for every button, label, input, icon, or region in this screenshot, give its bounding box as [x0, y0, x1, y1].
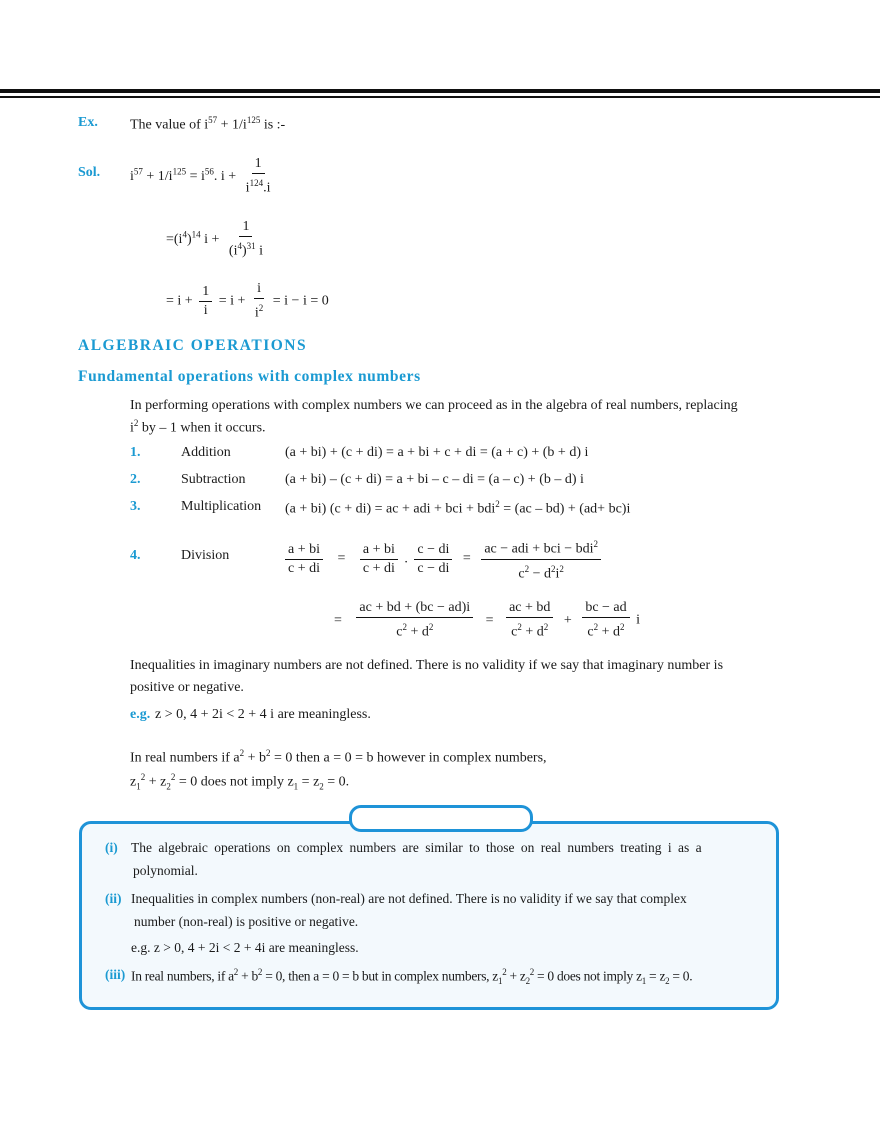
eg-text: z > 0, 4 + 2i < 2 + 4 i are meaningless. — [155, 707, 371, 722]
op-name: Multiplication — [181, 499, 262, 514]
header-rule-thick — [0, 89, 880, 93]
example-label: Ex. — [78, 115, 98, 130]
header-rule-thin — [0, 96, 880, 98]
note-text: polynomial. — [133, 863, 198, 878]
note-box-tab — [349, 805, 533, 832]
op-number: 3. — [130, 499, 141, 514]
expr: = i + — [166, 293, 193, 309]
example-question: The value of $i^{57} + 1/i^{125}$ is :- — [130, 115, 286, 133]
note-number: (i) — [105, 840, 118, 855]
denominator: $(i^4)^{31}$ i — [228, 241, 264, 259]
numerator: c − di — [414, 541, 452, 560]
solution-line-2 — [166, 218, 269, 261]
expr: $=(i^4)^{14}$ i + — [166, 228, 220, 247]
imag-unit: i — [636, 612, 641, 628]
denominator: $c^2 + d^2$ — [511, 622, 549, 640]
op-number: 2. — [130, 472, 141, 487]
denominator: $c^2 - d^2i^2$ — [518, 563, 564, 582]
denominator: $i^{124}.i$ — [245, 178, 271, 196]
real-numbers-line-2: $z_1^2 + z_2^2 = 0$ does not imply $z_1 = z_2 = 0$. — [130, 772, 350, 792]
expr: = i − i = 0 — [272, 293, 329, 309]
solution-line-3 — [166, 280, 329, 323]
numerator: ac − adi + bci − bdi$^2$ — [481, 535, 601, 560]
fraction — [243, 155, 274, 198]
numerator: 1 — [252, 155, 265, 174]
note-text: e.g. z > 0, 4 + 2i < 2 + 4i are meaningless. — [131, 940, 359, 955]
fraction — [356, 599, 473, 642]
note-text: Inequalities in complex numbers (non-real) are not defined. There is no validity if we say that complex — [131, 891, 687, 906]
numerator: 1 — [199, 283, 212, 302]
fraction — [199, 283, 212, 320]
op-name: Subtraction — [181, 472, 246, 487]
note-text: In real numbers, if $a^2 + b^2 = 0$, then a = 0 = b but in complex numbers, $z_1^2 + z_2^2 = 0$ does not imply $z_1 = z_2 = 0$. — [131, 967, 693, 987]
fraction — [414, 541, 452, 578]
fraction — [481, 535, 601, 583]
equals: = — [462, 551, 471, 567]
real-numbers-line-1: In real numbers if $a^2 + b^2 = 0$ then a = 0 = b however in complex numbers, — [130, 748, 547, 766]
op-formula: (a + bi) (c + di) = ac + adi + bci + bdi$^2$ = (ac – bd) + (ad+ bc)i — [285, 499, 631, 517]
section-title: ALGEBRAIC OPERATIONS — [78, 337, 308, 354]
denominator: c − di — [417, 560, 450, 576]
equals: = — [334, 612, 342, 628]
fraction — [506, 599, 553, 642]
op-formula: (a + bi) + (c + di) = a + bi + c + di = (a + c) + (b + d) i — [285, 445, 589, 460]
denominator: c + di — [362, 560, 395, 576]
fraction — [252, 280, 266, 323]
fraction — [285, 541, 323, 578]
fraction — [360, 541, 398, 578]
denominator: $i^2$ — [254, 303, 264, 321]
fraction — [226, 218, 266, 261]
plus: + — [563, 612, 572, 628]
equals: = — [337, 551, 346, 567]
op-formula: (a + bi) – (c + di) = a + bi – c – di = (a – c) + (b – d) i — [285, 472, 584, 487]
op-number: 4. — [130, 548, 141, 563]
numerator: ac + bd — [506, 599, 553, 618]
eg-label: e.g. — [130, 707, 151, 722]
numerator: bc − ad — [582, 599, 629, 618]
numerator: a + bi — [285, 541, 323, 560]
note-number: (iii) — [105, 967, 126, 982]
numerator: 1 — [239, 218, 252, 237]
op-name: Addition — [181, 445, 231, 460]
division-line-1 — [282, 535, 604, 583]
dot: . — [404, 551, 408, 567]
op-name: Division — [181, 548, 230, 563]
op-number: 1. — [130, 445, 141, 460]
note-text: number (non-real) is positive or negative. — [134, 914, 359, 929]
solution-label: Sol. — [78, 165, 101, 180]
expr: $i^{57} + 1/i^{125} = i^{56}$. i + — [130, 165, 237, 184]
fraction — [582, 599, 629, 642]
inequalities-line-2: positive or negative. — [130, 680, 244, 695]
note-number: (ii) — [105, 891, 122, 906]
denominator: c + di — [288, 560, 320, 576]
subsection-title: Fundamental operations with complex numbers — [78, 368, 421, 385]
note-text: The algebraic operations on complex numbers are similar to those on real numbers treating i as a — [131, 840, 702, 855]
expr: = i + — [218, 293, 246, 309]
denominator: $c^2 + d^2$ — [396, 622, 434, 640]
numerator: i — [254, 280, 264, 299]
numerator: ac + bd + (bc − ad)i — [356, 599, 473, 618]
division-line-2 — [334, 599, 640, 642]
intro-line-1: In performing operations with complex numbers we can proceed as in the algebra of real numbers, replacing — [130, 398, 738, 413]
numerator: a + bi — [360, 541, 398, 560]
solution-line-1 — [130, 155, 276, 198]
intro-line-2: $i^2$ by – 1 when it occurs. — [130, 418, 266, 436]
note-box — [79, 821, 779, 1010]
equals: = — [485, 612, 494, 628]
denominator: i — [203, 302, 208, 318]
inequalities-line-1: Inequalities in imaginary numbers are not defined. There is no validity if we say that imaginary number is — [130, 658, 724, 673]
denominator: $c^2 + d^2$ — [587, 622, 625, 640]
